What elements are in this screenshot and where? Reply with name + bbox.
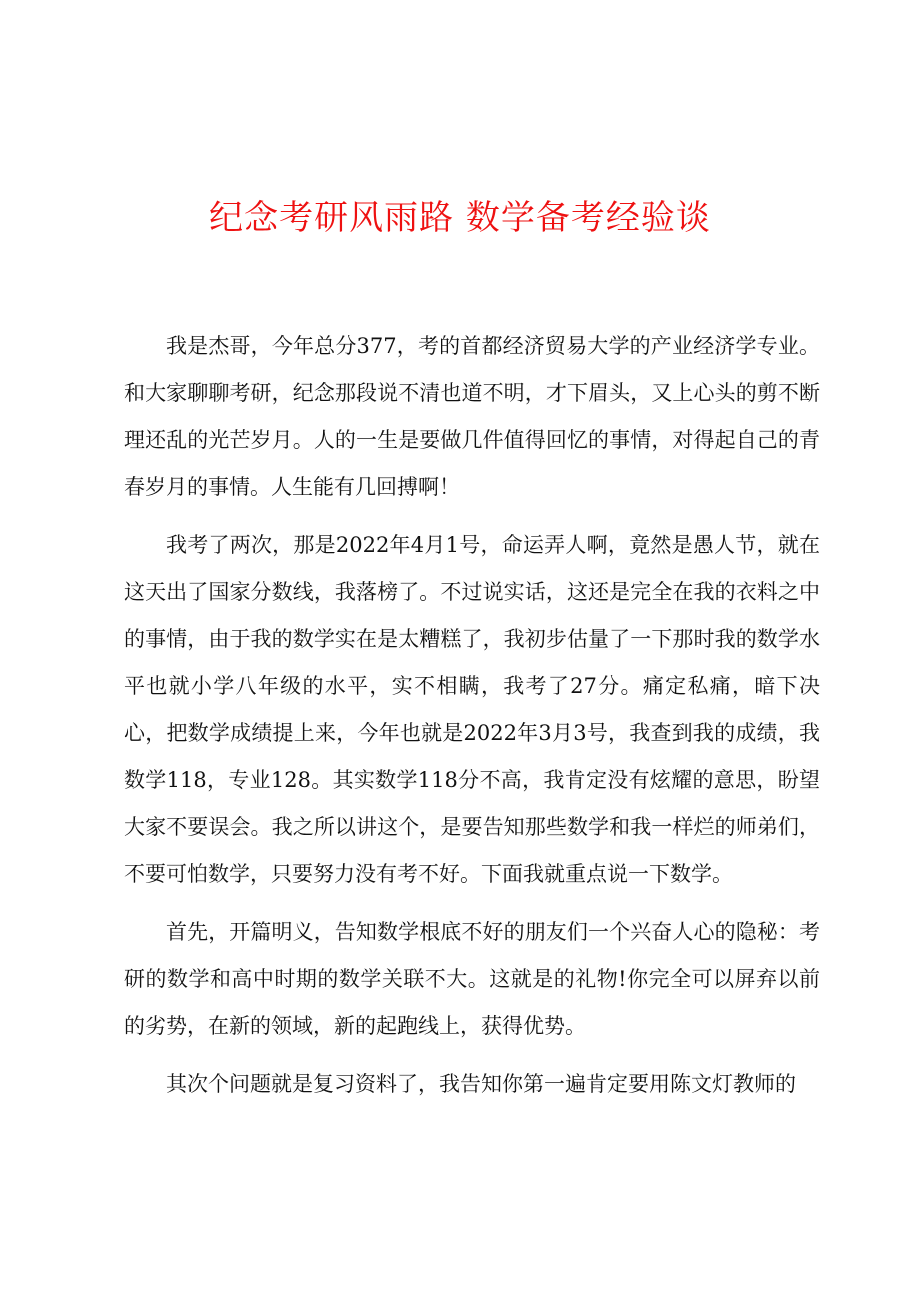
paragraph-3: 首先，开篇明义，告知数学根底不好的朋友们一个兴奋人心的隐秘：考研的数学和高中时期的数学关联不大。这就是的礼物!你完全可以屏弃以前的劣势，在新的领域，新的起跑线上，获得优势。 (124, 920, 820, 1038)
paragraph-1: 我是杰哥，今年总分377，考的首都经济贸易大学的产业经济学专业。和大家聊聊考研，纪念那段说不清也道不明，才下眉头，又上心头的剪不断理还乱的光芒岁月。人的一生是要做几件值得回忆的事情，对得起自己的青春岁月的事情。人生能有几回搏啊！ (124, 334, 820, 499)
paragraph-2: 我考了两次，那是2022年4月1号，命运弄人啊，竟然是愚人节，就在这天出了国家分数线，我落榜了。不过说实话，这还是完全在我的衣料之中的事情，由于我的数学实在是太糟糕了，我初步估量了一下那时我的数学水平也就小学八年级的水平，实不相瞒，我考了27分。痛定私痛，暗下决心，把数学成绩提上来，今年也就是2022年3月3号，我查到我的成绩，我数学118，专业128。其实数学118分不高，我肯定没有炫耀的意思，盼望大家不要误会。我之所以讲这个，是要告知那些数学和我一样烂的师弟们，不要可怕数学，只要努力没有考不好。下面我就重点说一下数学。 (124, 533, 820, 886)
document-title: 纪念考研风雨路 数学备考经验谈 (209, 198, 711, 238)
paragraph-4: 其次个问题就是复习资料了，我告知你第一遍肯定要用陈文灯教师的 (166, 1072, 796, 1096)
document-body (124, 323, 820, 1119)
